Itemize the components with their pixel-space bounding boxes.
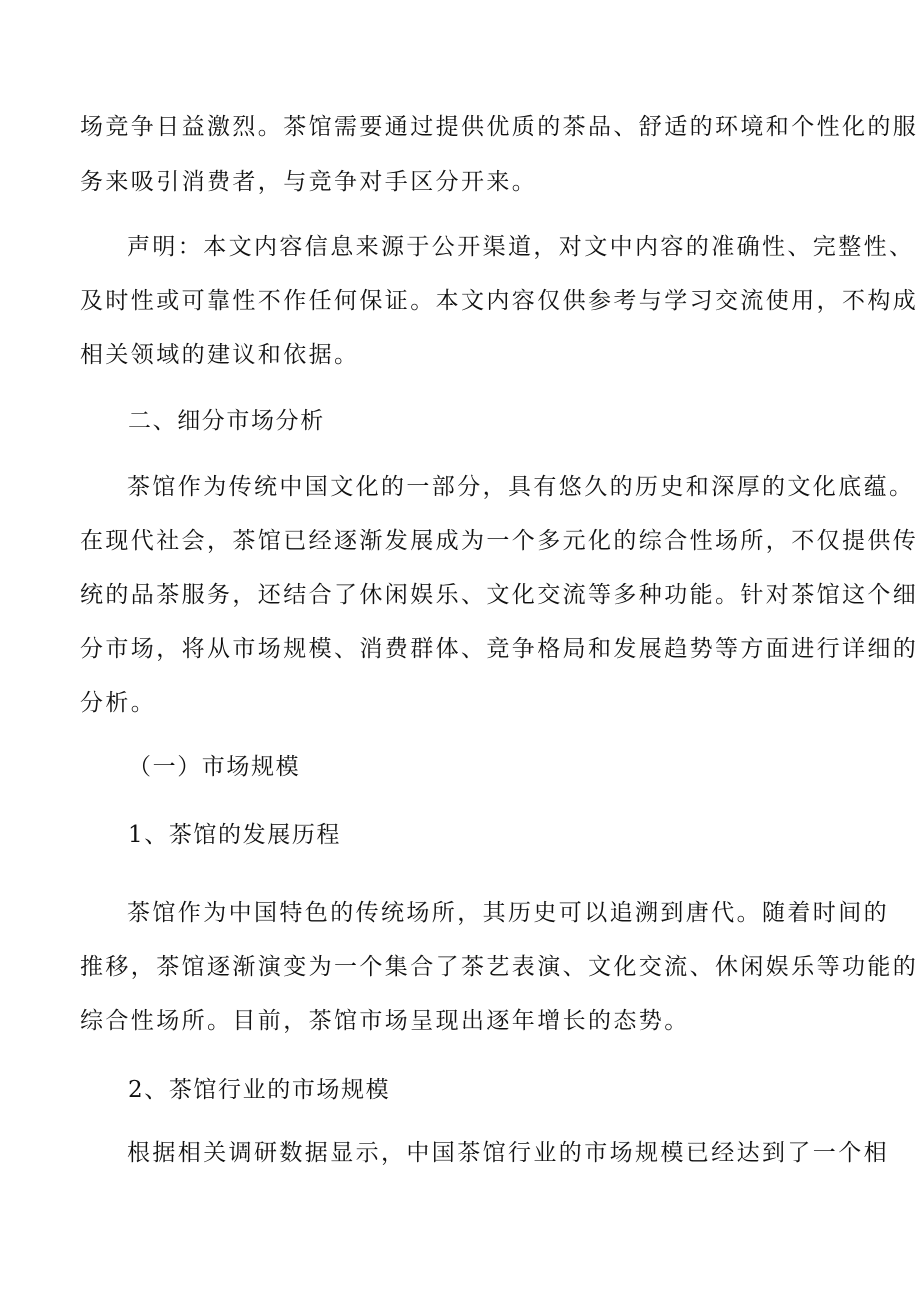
- section-paragraph-line: 分市场，将从市场规模、消费群体、竞争格局和发展趋势等方面进行详细的: [80, 636, 919, 662]
- disclaimer-line: 相关领域的建议和依据。: [80, 342, 360, 368]
- item-title: 1、茶馆的发展历程: [128, 822, 342, 848]
- section-title: 二、细分市场分析: [128, 408, 325, 434]
- item-paragraph-line: 综合性场所。目前，茶馆市场呈现出逐年增长的态势。: [80, 1008, 690, 1034]
- item-paragraph-line: 茶馆作为中国特色的传统场所，其历史可以追溯到唐代。随着时间的: [127, 900, 889, 926]
- intro-paragraph-line: 场竞争日益激烈。茶馆需要通过提供优质的茶品、舒适的环境和个性化的服: [80, 114, 919, 140]
- disclaimer-line: 及时性或可靠性不作任何保证。本文内容仅供参考与学习交流使用，不构成: [80, 288, 919, 314]
- intro-paragraph-line: 务来吸引消费者，与竞争对手区分开来。: [80, 169, 538, 195]
- subsection-title: （一）市场规模: [128, 754, 301, 780]
- section-paragraph-line: 茶馆作为传统中国文化的一部分，具有悠久的历史和深厚的文化底蕴。: [127, 474, 915, 500]
- item-paragraph-line: 根据相关调研数据显示，中国茶馆行业的市场规模已经达到了一个相: [127, 1140, 889, 1166]
- section-paragraph-line: 统的品茶服务，还结合了休闲娱乐、文化交流等多种功能。针对茶馆这个细: [80, 582, 919, 608]
- section-paragraph-line: 分析。: [80, 690, 157, 716]
- disclaimer-line: 声明：本文内容信息来源于公开渠道，对文中内容的准确性、完整性、: [127, 234, 915, 260]
- item-title: 2、茶馆行业的市场规模: [128, 1077, 391, 1103]
- item-paragraph-line: 推移，茶馆逐渐演变为一个集合了茶艺表演、文化交流、休闲娱乐等功能的: [80, 954, 919, 980]
- section-paragraph-line: 在现代社会，茶馆已经逐渐发展成为一个多元化的综合性场所，不仅提供传: [80, 528, 919, 554]
